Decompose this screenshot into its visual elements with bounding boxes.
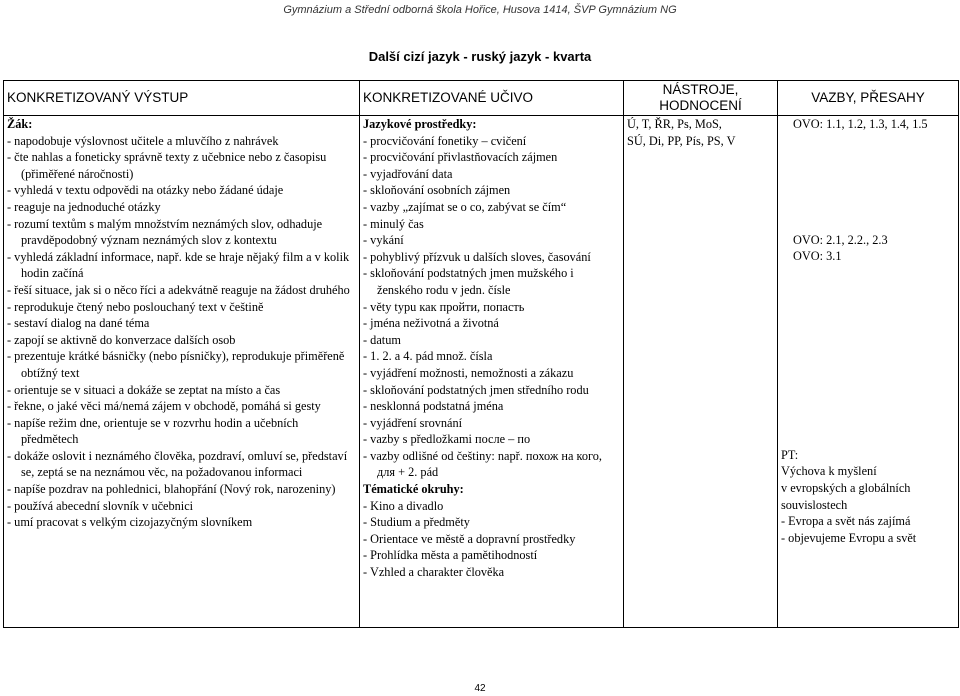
list-item: - věty typu как пройти, попасть [363,299,525,314]
ovo-1: OVO: 1.1, 1.2, 1.3, 1.4, 1.5 [793,117,928,131]
list-item: - umí pracovat s velkým cizojazyčným slovníkem [7,515,253,530]
list-item: - prezentuje krátké básničky (nebo písničky), reprodukuje přiměřeně obtížný text [7,349,345,380]
list-item: - skloňování podstatných jmen středního rodu [363,382,589,397]
list-item: - používá abecední slovník v učebnici [7,498,194,513]
list-item: - dokáže oslovit i neznámého člověka, pozdraví, omluví se, představí se, zeptá se na neznámou věc, na požadovanou informaci [7,448,348,480]
list-item: - napíše pozdrav na pohlednici, blahopřání (Nový rok, narozeniny) [7,482,336,497]
list-item: - Prohlídka města a pamětihodností [363,548,538,563]
list-item: - vazby odlišné od češtiny: např. похож на кого, для + 2. pád [363,448,602,480]
list-item: - procvičování fonetiky – cvičení [363,133,527,148]
list-item: - 1. 2. a 4. pád množ. čísla [363,349,493,364]
pt-label: PT: [781,447,799,462]
list-item: - reaguje na jednoduché otázky [7,199,161,214]
language-means-list [363,133,620,481]
list-item: - jména neživotná a životná [363,316,499,331]
page-header: Gymnázium a Střední odborná škola Hořice, Husova 1414, ŠVP Gymnázium NG [283,4,677,16]
list-item: - datum [363,332,401,347]
table-header-row [4,81,959,116]
list-item: - rozumí textům s malým množstvím neznámých slov, odhaduje pravděpodobný význam neznámých slov z kontextu [7,216,323,248]
header-content: KONKRETIZOVANÉ UČIVO [360,81,624,116]
pt-item: - Evropa a svět nás zajímá [781,514,911,529]
pt-line: v evropských a globálních souvislostech [781,480,911,512]
document-title: Další cizí jazyk - ruský jazyk - kvarta [368,49,592,64]
list-item: - minulý čas [363,216,424,231]
list-item: - čte nahlas a foneticky správně texty z učebnice nebo z časopisu (přiměřené náročnosti) [7,150,327,181]
ovo-2: OVO: 2.1, 2.2., 2.3 [793,232,888,247]
curriculum-table [3,80,959,628]
list-item: - vykání [363,233,404,248]
header-links: VAZBY, PŘESAHY [778,81,959,116]
list-item: - sestaví dialog na dané téma [7,316,150,331]
list-item: - napodobuje výslovnost učitele a mluvčího z nahrávek [7,133,279,148]
list-item: - vyjádření srovnání [363,415,463,430]
list-item: - řekne, o jaké věci má/nemá zájem v obchodě, pomáhá si gesty [7,399,321,414]
list-item: - orientuje se v situaci a dokáže se zeptat na místo a čas [7,382,281,397]
table-row [4,116,959,628]
list-item: - skloňování podstatných jmen mužského i ženského rodu v jedn. čísle [363,266,574,297]
pt-line: Výchova k myšlení [781,464,877,479]
topics-heading: Tématické okruhy: [363,482,464,497]
list-item: - Kino a divadlo [363,498,444,513]
list-item: - vazby „zajímat se o co, zabývat se čím“ [363,199,567,214]
list-item: - nesklonná podstatná jména [363,399,504,414]
tools-line: SÚ, Di, PP, Pís, PS, V [627,133,736,148]
list-item: - Studium a předměty [363,515,470,530]
list-item: - napíše režim dne, orientuje se v rozvrhu hodin a učebních předmětech [7,415,299,447]
tools-cell [624,116,778,628]
list-item: - pohyblivý přízvuk u dalších sloves, časování [363,249,591,264]
list-item: - vazby s předložkami после – по [363,432,531,447]
list-item: - řeší situace, jak si o něco říci a adekvátně reaguje na žádost druhého [7,282,350,297]
student-heading: Žák: [7,117,33,131]
list-item: - vyhledá základní informace, např. kde se hraje nějaký film a v kolik hodin začíná [7,249,350,281]
ovo-3: OVO: 3.1 [793,249,842,264]
list-item: - procvičování přivlastňovacích zájmen [363,150,558,165]
links-cell [778,116,959,628]
list-item: - Vzhled a charakter člověka [363,565,505,580]
list-item: - skloňování osobních zájmen [363,183,511,198]
header-output: KONKRETIZOVANÝ VÝSTUP [4,81,360,116]
list-item: - vyjadřování data [363,166,453,181]
page-number: 42 [474,683,486,694]
pt-item: - objevujeme Evropu a svět [781,530,917,545]
list-item: - Orientace ve městě a dopravní prostředky [363,531,576,546]
output-list [7,133,356,531]
header-tools: NÁSTROJE, HODNOCENÍ [624,81,778,116]
output-cell [4,116,360,628]
topics-list [363,498,620,581]
content-cell [360,116,624,628]
language-means-heading: Jazykové prostředky: [363,117,477,131]
tools-line: Ú, T, ŘR, Ps, MoS, [627,117,722,131]
list-item: - zapojí se aktivně do konverzace dalších osob [7,332,236,347]
list-item: - vyjádření možnosti, nemožnosti a zákazu [363,365,574,380]
list-item: - reprodukuje čtený nebo poslouchaný text v češtině [7,299,264,314]
list-item: - vyhledá v textu odpovědi na otázky nebo žádané údaje [7,183,284,198]
